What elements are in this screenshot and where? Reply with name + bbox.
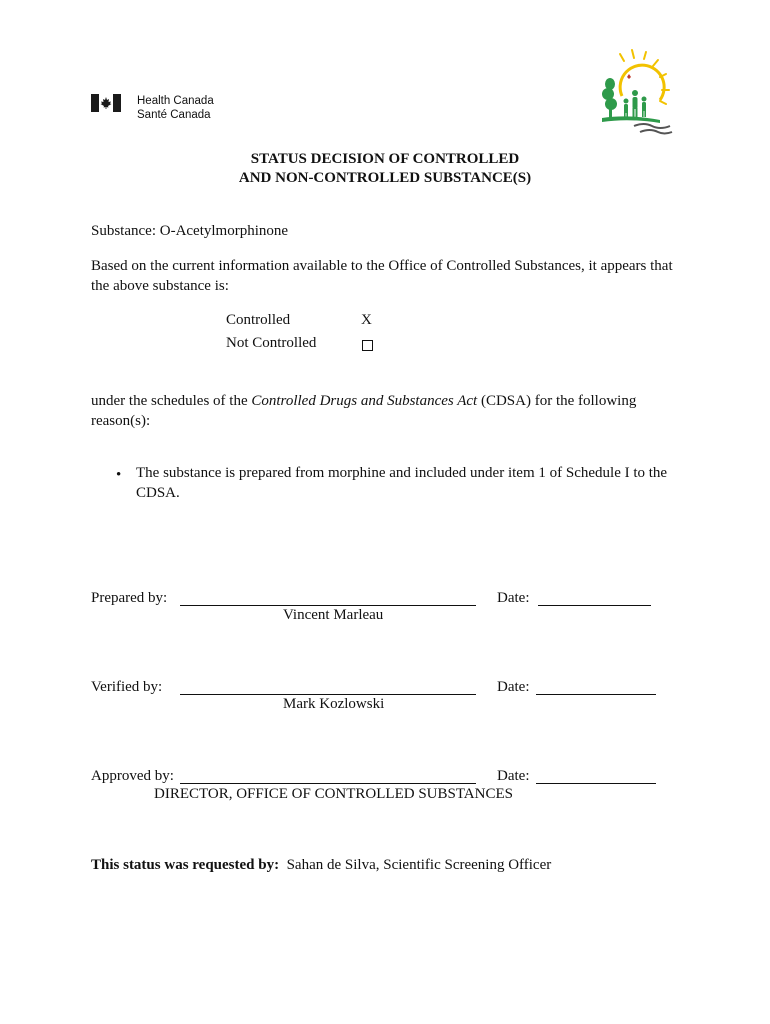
health-canada-family-sun-logo-icon <box>594 44 676 138</box>
substance-line: Substance: O-Acetylmorphinone <box>91 223 289 239</box>
organization-name <box>137 94 214 122</box>
intro-paragraph <box>91 256 673 296</box>
prepared-by-label: Prepared by: <box>91 590 168 606</box>
not-controlled-label: Not Controlled <box>226 335 317 351</box>
act-name: Controlled Drugs and Substances Act <box>251 393 478 409</box>
reason-intro <box>91 391 636 431</box>
verified-date-label: Date: <box>497 679 530 695</box>
not-controlled-checkbox <box>362 338 373 356</box>
org-name-fr: Santé Canada <box>137 109 211 121</box>
verified-by-label: Verified by: <box>91 679 163 695</box>
requested-by-label: This status was requested by: <box>91 857 280 873</box>
approved-by-signature-line <box>180 769 476 784</box>
canada-flag-icon <box>91 94 121 112</box>
verified-by-signature-line <box>180 680 476 695</box>
approved-date-line <box>536 769 656 784</box>
prepared-date-line <box>538 591 651 606</box>
reason-intro-line-2: reason(s): <box>91 413 151 429</box>
bullet-icon: • <box>116 467 122 483</box>
requested-by-line <box>91 855 551 875</box>
title-line-1: STATUS DECISION OF CONTROLLED <box>250 151 520 167</box>
org-name-en: Health Canada <box>137 95 214 107</box>
list-item <box>136 463 667 503</box>
reason-intro-after: (CDSA) for the following <box>477 393 637 409</box>
intro-line-1: Based on the current information available to the Office of Controlled Substances, it appears that <box>91 258 673 274</box>
bullet-line-1: The substance is prepared from morphine and included under item 1 of Schedule I to the <box>136 465 668 481</box>
document-title <box>0 150 770 188</box>
reason-intro-before: under the schedules of the <box>91 393 252 409</box>
reason-intro-line-1 <box>91 391 636 411</box>
bullet-line-2: CDSA. <box>136 485 180 501</box>
approved-date-label: Date: <box>497 768 530 784</box>
approved-by-label: Approved by: <box>91 768 174 784</box>
requested-by-value: Sahan de Silva, Scientific Screening Officer <box>286 857 552 873</box>
prepared-by-signature-line <box>180 591 476 606</box>
verified-by-name: Mark Kozlowski <box>283 696 385 712</box>
controlled-mark: X <box>361 312 372 328</box>
verified-date-line <box>536 680 656 695</box>
prepared-date-label: Date: <box>497 590 530 606</box>
approved-by-title: DIRECTOR, OFFICE OF CONTROLLED SUBSTANCES <box>154 786 513 802</box>
prepared-by-name: Vincent Marleau <box>283 607 384 623</box>
title-line-2: AND NON-CONTROLLED SUBSTANCE(S) <box>238 170 532 186</box>
controlled-label: Controlled <box>226 312 291 328</box>
intro-line-2: the above substance is: <box>91 278 229 294</box>
